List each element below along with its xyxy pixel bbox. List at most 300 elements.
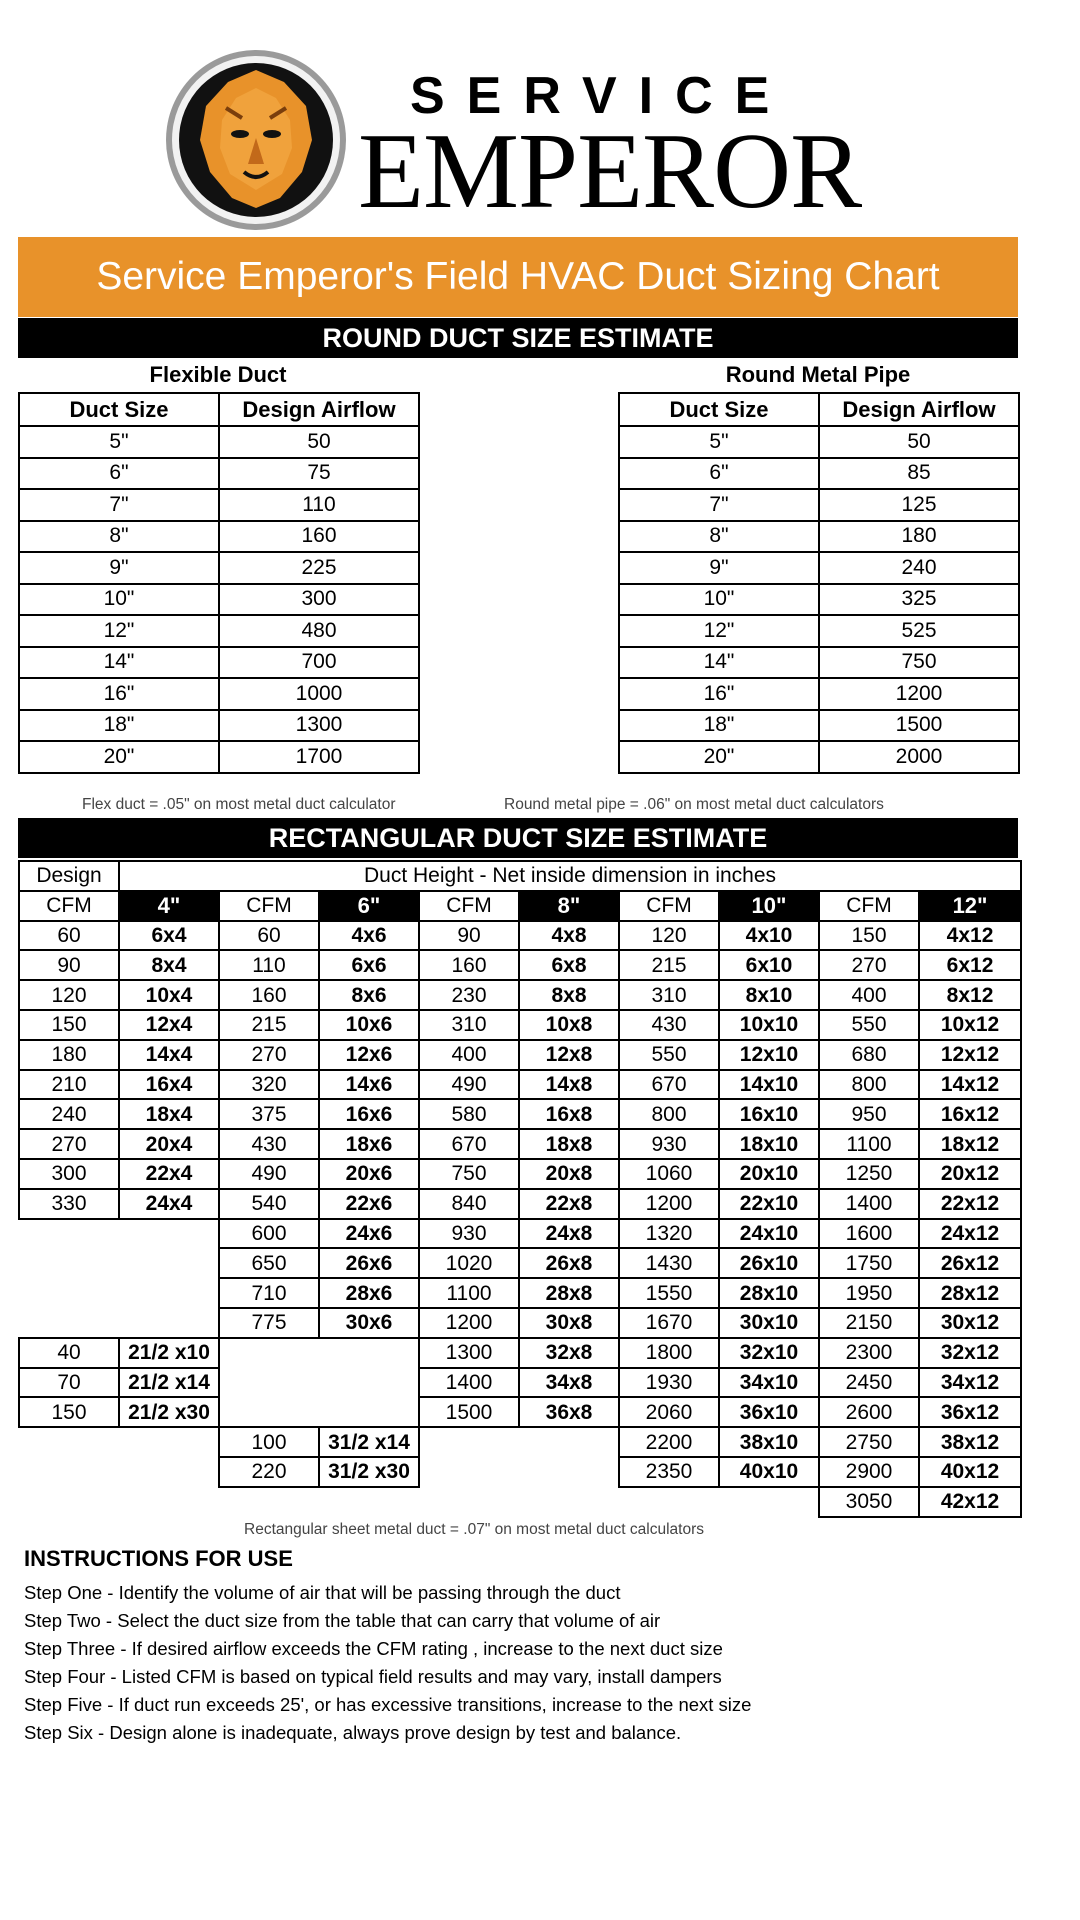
height-4-header: 4" [119, 891, 219, 921]
cfm-cell: 1100 [819, 1129, 919, 1159]
cfm-cell: 40 [19, 1338, 119, 1368]
duct-dimension-cell: 22x6 [319, 1189, 419, 1219]
cfm-cell: 150 [19, 1010, 119, 1040]
metal-pipe-title: Round Metal Pipe [725, 362, 911, 387]
duct-dimension-cell: 30x10 [719, 1308, 819, 1338]
cfm-cell: 680 [819, 1040, 919, 1070]
design-airflow-cell: 225 [219, 552, 419, 584]
instruction-step: Step One - Identify the volume of air that will be passing through the duct [24, 1582, 621, 1603]
table-row [619, 584, 1019, 616]
duct-dimension-cell: 4x10 [719, 921, 819, 951]
empty-cell [619, 1487, 719, 1517]
table-row [19, 1219, 1021, 1249]
table-row [19, 521, 419, 553]
duct-dimension-cell: 28x8 [519, 1278, 619, 1308]
duct-dimension-cell: 24x10 [719, 1219, 819, 1249]
duct-dimension-cell: 20x12 [919, 1159, 1021, 1189]
table-row [19, 1189, 1021, 1219]
table-row [19, 1040, 1021, 1070]
duct-dimension-cell: 42x12 [919, 1487, 1021, 1517]
duct-size-cell: 16" [619, 678, 819, 710]
brand-top-word: SERVICE [410, 67, 792, 125]
duct-dimension-cell: 21/2 x10 [119, 1338, 219, 1368]
duct-dimension-cell: 31/2 x30 [319, 1457, 419, 1487]
table-row [19, 1368, 1021, 1398]
design-airflow-cell: 480 [219, 615, 419, 647]
duct-dimension-cell: 12x8 [519, 1040, 619, 1070]
height-10-header: 10" [719, 891, 819, 921]
table-row [619, 615, 1019, 647]
duct-dimension-cell: 26x10 [719, 1248, 819, 1278]
table-row [19, 741, 419, 773]
cfm-cell: 220 [219, 1457, 319, 1487]
duct-dimension-cell: 16x10 [719, 1099, 819, 1129]
cfm-cell: 240 [19, 1099, 119, 1129]
cfm-cell: 550 [619, 1040, 719, 1070]
cfm-cell: 2060 [619, 1397, 719, 1427]
cfm-cell: 3050 [819, 1487, 919, 1517]
design-airflow-cell: 2000 [819, 741, 1019, 773]
cfm-cell: 2350 [619, 1457, 719, 1487]
cfm-cell: 1400 [819, 1189, 919, 1219]
duct-dimension-cell: 26x6 [319, 1248, 419, 1278]
design-airflow-cell: 85 [819, 458, 1019, 490]
duct-dimension-cell: 38x10 [719, 1427, 819, 1457]
cfm-cell: 270 [819, 950, 919, 980]
duct-dimension-cell: 22x10 [719, 1189, 819, 1219]
cfm-cell: 180 [19, 1040, 119, 1070]
duct-dimension-cell: 4x12 [919, 921, 1021, 951]
empty-cell [519, 1427, 619, 1457]
duct-dimension-cell: 4x6 [319, 921, 419, 951]
cfm-cell: 1750 [819, 1248, 919, 1278]
design-airflow-cell: 1200 [819, 678, 1019, 710]
height-8-header: 8" [519, 891, 619, 921]
duct-dimension-cell: 32x12 [919, 1338, 1021, 1368]
empty-cell [119, 1457, 219, 1487]
duct-size-cell: 7" [19, 489, 219, 521]
table-row [619, 489, 1019, 521]
duct-dimension-cell: 22x8 [519, 1189, 619, 1219]
cfm-label: CFM [419, 891, 519, 921]
flex-duct-title: Flexible Duct [149, 362, 287, 387]
table-row [19, 1278, 1021, 1308]
design-airflow-cell: 1300 [219, 710, 419, 742]
chart-title-banner: Service Emperor's Field HVAC Duct Sizing Chart [18, 237, 1018, 317]
empty-cell [19, 1308, 119, 1338]
cfm-cell: 750 [419, 1159, 519, 1189]
rect-duct-note: Rectangular sheet metal duct = .07" on most metal duct calculators [244, 1521, 704, 1538]
duct-size-cell: 9" [19, 552, 219, 584]
flex-duct-note: Flex duct = .05" on most metal duct calculator [82, 796, 396, 813]
duct-dimension-cell: 24x6 [319, 1219, 419, 1249]
col-header-duct-size: Duct Size [19, 393, 219, 426]
table-row [19, 950, 1021, 980]
duct-size-cell: 7" [619, 489, 819, 521]
duct-dimension-cell: 8x12 [919, 980, 1021, 1010]
table-row [19, 1129, 1021, 1159]
design-airflow-cell: 110 [219, 489, 419, 521]
empty-cell [119, 1278, 219, 1308]
metal-pipe-note: Round metal pipe = .06" on most metal duct calculators [504, 796, 884, 813]
empty-cell [319, 1397, 419, 1427]
empty-cell [219, 1487, 319, 1517]
cfm-label: CFM [19, 891, 119, 921]
cfm-cell: 430 [619, 1010, 719, 1040]
cfm-cell: 600 [219, 1219, 319, 1249]
table-row [19, 1487, 1021, 1517]
cfm-cell: 2750 [819, 1427, 919, 1457]
cfm-cell: 310 [419, 1010, 519, 1040]
duct-dimension-cell: 20x4 [119, 1129, 219, 1159]
duct-dimension-cell: 18x10 [719, 1129, 819, 1159]
duct-dimension-cell: 30x6 [319, 1308, 419, 1338]
cfm-cell: 1200 [419, 1308, 519, 1338]
duct-dimension-cell: 30x12 [919, 1308, 1021, 1338]
design-airflow-cell: 160 [219, 521, 419, 553]
cfm-cell: 400 [819, 980, 919, 1010]
duct-dimension-cell: 14x4 [119, 1040, 219, 1070]
table-row [619, 521, 1019, 553]
cfm-label: CFM [219, 891, 319, 921]
duct-size-cell: 10" [19, 584, 219, 616]
duct-dimension-cell: 38x12 [919, 1427, 1021, 1457]
duct-dimension-cell: 28x10 [719, 1278, 819, 1308]
duct-size-cell: 6" [19, 458, 219, 490]
cfm-cell: 1600 [819, 1219, 919, 1249]
cfm-cell: 2150 [819, 1308, 919, 1338]
duct-dimension-cell: 20x10 [719, 1159, 819, 1189]
design-airflow-cell: 50 [819, 426, 1019, 458]
cfm-cell: 230 [419, 980, 519, 1010]
duct-dimension-cell: 40x12 [919, 1457, 1021, 1487]
design-airflow-cell: 50 [219, 426, 419, 458]
cfm-cell: 1300 [419, 1338, 519, 1368]
rect-duct-heading: RECTANGULAR DUCT SIZE ESTIMATE [18, 818, 1018, 858]
instruction-step: Step Two - Select the duct size from the table that can carry that volume of air [24, 1610, 661, 1631]
table-row [19, 458, 419, 490]
instruction-step: Step Three - If desired airflow exceeds the CFM rating , increase to the next duct size [24, 1638, 723, 1659]
cfm-cell: 430 [219, 1129, 319, 1159]
cfm-cell: 580 [419, 1099, 519, 1129]
duct-size-cell: 8" [619, 521, 819, 553]
empty-cell [19, 1457, 119, 1487]
table-row [19, 426, 419, 458]
table-row [619, 426, 1019, 458]
cfm-cell: 270 [19, 1129, 119, 1159]
table-row [19, 1397, 1021, 1427]
cfm-label: CFM [819, 891, 919, 921]
duct-dimension-cell: 10x10 [719, 1010, 819, 1040]
cfm-cell: 2600 [819, 1397, 919, 1427]
duct-dimension-cell: 14x8 [519, 1070, 619, 1100]
cfm-label: CFM [619, 891, 719, 921]
empty-cell [119, 1487, 219, 1517]
cfm-cell: 90 [19, 950, 119, 980]
empty-cell [19, 1219, 119, 1249]
cfm-cell: 840 [419, 1189, 519, 1219]
design-airflow-cell: 240 [819, 552, 1019, 584]
cfm-cell: 1400 [419, 1368, 519, 1398]
table-row [19, 1159, 1021, 1189]
table-row [19, 710, 419, 742]
design-airflow-cell: 180 [819, 521, 1019, 553]
duct-size-cell: 14" [619, 647, 819, 679]
duct-size-cell: 12" [19, 615, 219, 647]
empty-cell [119, 1248, 219, 1278]
duct-dimension-cell: 34x12 [919, 1368, 1021, 1398]
col-header-duct-size: Duct Size [619, 393, 819, 426]
empty-cell [19, 1487, 119, 1517]
rect-duct-table [18, 860, 1022, 1518]
cfm-cell: 1950 [819, 1278, 919, 1308]
cfm-cell: 120 [619, 921, 719, 951]
cfm-cell: 1320 [619, 1219, 719, 1249]
table-row [19, 552, 419, 584]
height-6-header: 6" [319, 891, 419, 921]
cfm-cell: 540 [219, 1189, 319, 1219]
col-header-design-airflow: Design Airflow [819, 393, 1019, 426]
table-row [19, 1010, 1021, 1040]
duct-size-cell: 8" [19, 521, 219, 553]
table-row [19, 921, 1021, 951]
duct-size-cell: 20" [619, 741, 819, 773]
empty-cell [119, 1219, 219, 1249]
duct-dimension-cell: 18x8 [519, 1129, 619, 1159]
duct-dimension-cell: 30x8 [519, 1308, 619, 1338]
design-airflow-cell: 1000 [219, 678, 419, 710]
duct-dimension-cell: 10x6 [319, 1010, 419, 1040]
duct-size-cell: 16" [19, 678, 219, 710]
round-duct-heading: ROUND DUCT SIZE ESTIMATE [18, 318, 1018, 358]
duct-dimension-cell: 36x8 [519, 1397, 619, 1427]
cfm-cell: 2900 [819, 1457, 919, 1487]
empty-cell [219, 1368, 319, 1398]
table-row [619, 678, 1019, 710]
duct-size-cell: 5" [619, 426, 819, 458]
duct-dimension-cell: 16x6 [319, 1099, 419, 1129]
design-airflow-cell: 750 [819, 647, 1019, 679]
duct-height-label: Duct Height - Net inside dimension in inches [119, 861, 1021, 891]
duct-dimension-cell: 6x12 [919, 950, 1021, 980]
lion-head-icon [164, 48, 348, 232]
table-row [19, 647, 419, 679]
duct-dimension-cell: 6x4 [119, 921, 219, 951]
duct-dimension-cell: 24x12 [919, 1219, 1021, 1249]
col-header-design-airflow: Design Airflow [219, 393, 419, 426]
cfm-cell: 2300 [819, 1338, 919, 1368]
table-row [19, 1099, 1021, 1129]
table-row [619, 647, 1019, 679]
table-row [619, 710, 1019, 742]
design-airflow-cell: 75 [219, 458, 419, 490]
cfm-cell: 550 [819, 1010, 919, 1040]
duct-dimension-cell: 22x4 [119, 1159, 219, 1189]
cfm-cell: 120 [19, 980, 119, 1010]
duct-dimension-cell: 16x12 [919, 1099, 1021, 1129]
empty-cell [419, 1457, 519, 1487]
table-row [19, 980, 1021, 1010]
table-row [619, 552, 1019, 584]
duct-dimension-cell: 18x6 [319, 1129, 419, 1159]
design-airflow-cell: 325 [819, 584, 1019, 616]
cfm-cell: 650 [219, 1248, 319, 1278]
cfm-cell: 490 [219, 1159, 319, 1189]
design-airflow-cell: 1700 [219, 741, 419, 773]
empty-cell [319, 1487, 419, 1517]
cfm-cell: 310 [619, 980, 719, 1010]
cfm-cell: 270 [219, 1040, 319, 1070]
duct-dimension-cell: 8x4 [119, 950, 219, 980]
duct-dimension-cell: 12x10 [719, 1040, 819, 1070]
duct-dimension-cell: 6x8 [519, 950, 619, 980]
cfm-cell: 1430 [619, 1248, 719, 1278]
duct-dimension-cell: 34x8 [519, 1368, 619, 1398]
cfm-cell: 100 [219, 1427, 319, 1457]
cfm-cell: 1800 [619, 1338, 719, 1368]
design-airflow-cell: 525 [819, 615, 1019, 647]
cfm-cell: 210 [19, 1070, 119, 1100]
duct-dimension-cell: 12x6 [319, 1040, 419, 1070]
cfm-cell: 160 [219, 980, 319, 1010]
cfm-cell: 1550 [619, 1278, 719, 1308]
brand-main-word: EMPEROR [358, 112, 862, 231]
duct-dimension-cell: 28x6 [319, 1278, 419, 1308]
design-airflow-cell: 300 [219, 584, 419, 616]
flex-duct-table [18, 392, 420, 774]
duct-dimension-cell: 10x12 [919, 1010, 1021, 1040]
cfm-cell: 800 [619, 1099, 719, 1129]
cfm-cell: 215 [619, 950, 719, 980]
empty-cell [219, 1338, 319, 1368]
duct-size-cell: 6" [619, 458, 819, 490]
cfm-cell: 320 [219, 1070, 319, 1100]
cfm-cell: 1060 [619, 1159, 719, 1189]
duct-dimension-cell: 12x12 [919, 1040, 1021, 1070]
duct-dimension-cell: 12x4 [119, 1010, 219, 1040]
duct-dimension-cell: 20x8 [519, 1159, 619, 1189]
cfm-cell: 490 [419, 1070, 519, 1100]
empty-cell [19, 1278, 119, 1308]
cfm-cell: 330 [19, 1189, 119, 1219]
duct-dimension-cell: 14x10 [719, 1070, 819, 1100]
duct-size-cell: 18" [19, 710, 219, 742]
duct-size-cell: 20" [19, 741, 219, 773]
cfm-cell: 1670 [619, 1308, 719, 1338]
height-12-header: 12" [919, 891, 1021, 921]
duct-dimension-cell: 16x4 [119, 1070, 219, 1100]
cfm-cell: 150 [819, 921, 919, 951]
cfm-cell: 1100 [419, 1278, 519, 1308]
duct-dimension-cell: 26x8 [519, 1248, 619, 1278]
duct-dimension-cell: 18x4 [119, 1099, 219, 1129]
empty-cell [19, 1248, 119, 1278]
table-row [19, 584, 419, 616]
table-row [19, 678, 419, 710]
cfm-cell: 375 [219, 1099, 319, 1129]
duct-dimension-cell: 20x6 [319, 1159, 419, 1189]
table-row [619, 741, 1019, 773]
duct-size-cell: 18" [619, 710, 819, 742]
instruction-step: Step Four - Listed CFM is based on typical field results and may vary, install dampers [24, 1666, 722, 1687]
cfm-cell: 215 [219, 1010, 319, 1040]
duct-dimension-cell: 6x6 [319, 950, 419, 980]
cfm-cell: 1250 [819, 1159, 919, 1189]
duct-dimension-cell: 14x12 [919, 1070, 1021, 1100]
table-row [19, 1070, 1021, 1100]
duct-dimension-cell: 4x8 [519, 921, 619, 951]
cfm-cell: 1500 [419, 1397, 519, 1427]
design-airflow-cell: 125 [819, 489, 1019, 521]
duct-size-cell: 12" [619, 615, 819, 647]
cfm-cell: 710 [219, 1278, 319, 1308]
duct-size-cell: 10" [619, 584, 819, 616]
empty-cell [719, 1487, 819, 1517]
duct-dimension-cell: 36x10 [719, 1397, 819, 1427]
instructions-title: INSTRUCTIONS FOR USE [24, 1546, 293, 1571]
duct-dimension-cell: 16x8 [519, 1099, 619, 1129]
metal-pipe-table [618, 392, 1020, 774]
table-row [19, 1338, 1021, 1368]
cfm-cell: 670 [619, 1070, 719, 1100]
duct-dimension-cell: 14x6 [319, 1070, 419, 1100]
empty-cell [319, 1368, 419, 1398]
duct-dimension-cell: 21/2 x14 [119, 1368, 219, 1398]
design-label: Design [19, 861, 119, 891]
cfm-cell: 1200 [619, 1189, 719, 1219]
duct-dimension-cell: 36x12 [919, 1397, 1021, 1427]
duct-dimension-cell: 21/2 x30 [119, 1397, 219, 1427]
cfm-cell: 930 [619, 1129, 719, 1159]
empty-cell [419, 1487, 519, 1517]
duct-dimension-cell: 28x12 [919, 1278, 1021, 1308]
cfm-cell: 2450 [819, 1368, 919, 1398]
duct-dimension-cell: 31/2 x14 [319, 1427, 419, 1457]
table-row [19, 489, 419, 521]
duct-dimension-cell: 24x8 [519, 1219, 619, 1249]
empty-cell [519, 1487, 619, 1517]
cfm-cell: 150 [19, 1397, 119, 1427]
cfm-cell: 1020 [419, 1248, 519, 1278]
cfm-cell: 930 [419, 1219, 519, 1249]
duct-dimension-cell: 10x8 [519, 1010, 619, 1040]
instruction-step: Step Six - Design alone is inadequate, always prove design by test and balance. [24, 1722, 682, 1743]
instruction-step: Step Five - If duct run exceeds 25', or has excessive transitions, increase to the next size [24, 1694, 752, 1715]
table-row [19, 1308, 1021, 1338]
empty-cell [119, 1427, 219, 1457]
empty-cell [319, 1338, 419, 1368]
cfm-cell: 60 [19, 921, 119, 951]
duct-size-cell: 14" [19, 647, 219, 679]
cfm-cell: 60 [219, 921, 319, 951]
cfm-cell: 800 [819, 1070, 919, 1100]
empty-cell [19, 1427, 119, 1457]
cfm-cell: 90 [419, 921, 519, 951]
empty-cell [419, 1427, 519, 1457]
cfm-cell: 1930 [619, 1368, 719, 1398]
duct-dimension-cell: 8x6 [319, 980, 419, 1010]
duct-dimension-cell: 32x8 [519, 1338, 619, 1368]
table-row [619, 458, 1019, 490]
table-row [19, 1457, 1021, 1487]
cfm-cell: 400 [419, 1040, 519, 1070]
cfm-cell: 670 [419, 1129, 519, 1159]
duct-dimension-cell: 40x10 [719, 1457, 819, 1487]
duct-dimension-cell: 6x10 [719, 950, 819, 980]
design-airflow-cell: 1500 [819, 710, 1019, 742]
design-airflow-cell: 700 [219, 647, 419, 679]
cfm-cell: 300 [19, 1159, 119, 1189]
